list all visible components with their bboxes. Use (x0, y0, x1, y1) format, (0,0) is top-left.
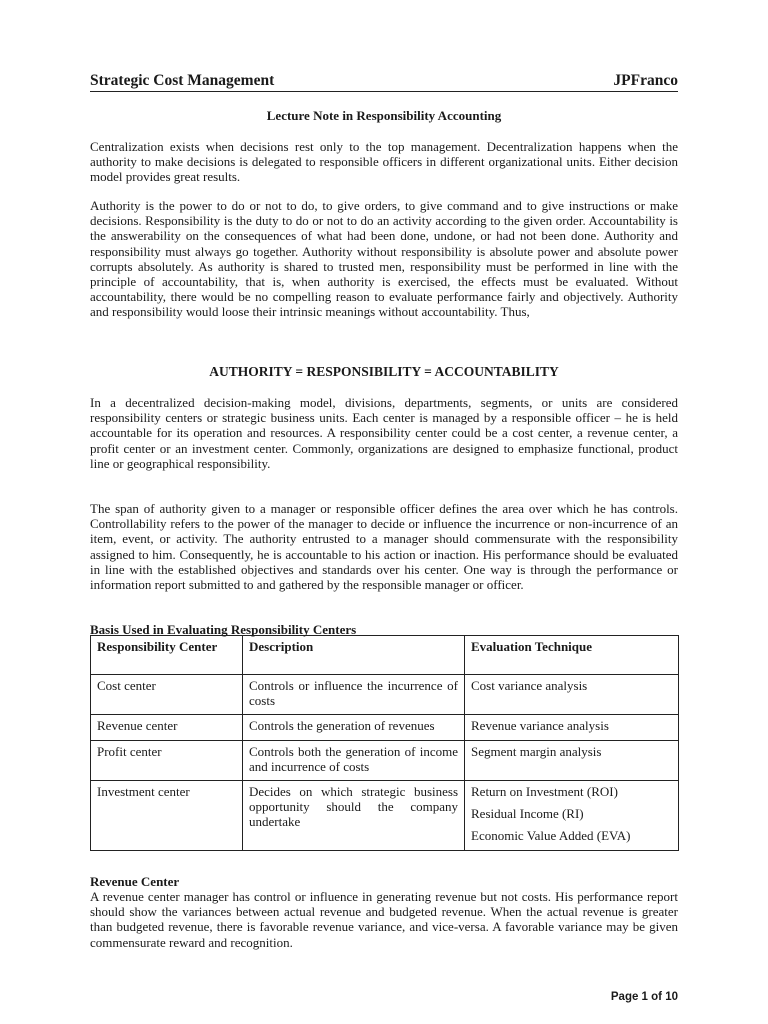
description-cell: Decides on which strategic business opportunity should the company undertake (243, 781, 465, 851)
table-row (91, 715, 679, 740)
technique-cell (465, 715, 679, 740)
center-cell: Profit center (91, 740, 243, 780)
section-heading-revenue-center: Revenue Center (90, 874, 180, 889)
center-cell: Cost center (91, 675, 243, 715)
header-evaluation-technique: Evaluation Technique (465, 636, 679, 675)
table-row (91, 675, 679, 715)
paragraph-centralization: Centralization exists when decisions rest only to the top management. Decentralization happens when the authority to make decisions is delegated to responsible officers in different organizational units. Either decision model provides great results. (90, 139, 678, 185)
header-responsibility-center: Responsibility Center (91, 636, 243, 675)
technique-cell (465, 675, 679, 715)
page-number: Page 1 of 10 (610, 991, 678, 1003)
paragraph-span-of-authority: The span of authority given to a manager or responsible officer defines the area over which he has controls. Controllability refers to the power of the manager to decide or influence the incurrence or non-incurrence of an item, event, or activity. The authority entrusted to a manager should commensurate with the responsibility assigned to him. Consequently, he is accountable to his action or inaction. His performance should be evaluated in line with the established objectives and standards over his center. One way is through the performance or information report submitted to and gathered by the responsible manager or officer. (90, 501, 678, 593)
technique-item: Revenue variance analysis (471, 718, 609, 734)
table-row (91, 781, 679, 851)
page-header (90, 73, 678, 92)
formula-line: AUTHORITY = RESPONSIBILITY = ACCOUNTABILITY (209, 364, 559, 379)
description-cell: Controls both the generation of income and incurrence of costs (243, 740, 465, 780)
center-cell: Revenue center (91, 715, 243, 740)
technique-item: Return on Investment (ROI) (471, 784, 618, 800)
paragraph-revenue-center: A revenue center manager has control or influence in generating revenue but not costs. His performance report should show the variances between actual revenue and budgeted revenue. When the actual revenue is greater than budgeted revenue, there is favorable revenue variance, and vice-versa. A favorable variance may be given commensurate reward and recognition. (90, 889, 678, 950)
table-caption: Basis Used in Evaluating Responsibility Centers (90, 622, 357, 637)
description-cell: Controls or influence the incurrence of costs (243, 675, 465, 715)
author-name: JPFranco (613, 72, 678, 89)
technique-item: Segment margin analysis (471, 743, 602, 759)
description-cell: Controls the generation of revenues (243, 715, 465, 740)
responsibility-centers-table (90, 635, 679, 851)
course-title: Strategic Cost Management (90, 72, 275, 89)
technique-item: Economic Value Added (EVA) (471, 828, 631, 844)
technique-item: Cost variance analysis (471, 678, 588, 693)
center-cell: Investment center (91, 781, 243, 851)
technique-item: Residual Income (RI) (471, 806, 584, 822)
header-description: Description (243, 636, 465, 675)
lecture-title: Lecture Note in Responsibility Accounting (266, 108, 502, 123)
paragraph-decentralized: In a decentralized decision-making model, divisions, departments, segments, or units are considered responsibility centers or strategic business units. Each center is managed by a responsible officer – he is held accountable for its operation and resources. A responsibility center could be a cost center, a revenue center, a profit center or an investment center. Commonly, organizations are designed to emphasize functional, product line or geographical responsibility. (90, 395, 678, 471)
paragraph-authority: Authority is the power to do or not to do, to give orders, to give command and to give instructions or make decisions. Responsibility is the duty to do or not to do an activity according to the given order. Accountability is the answerability on the consequences of what had been done, undone, or had not been done. Authority and responsibility must always go together. Authority without responsibility is absolute power and absolute power corrupts absolutely. As authority is shared to trusted men, responsibility must be performed in line with the principle of accountability, that is, when authority is exercised, the effects must be evaluated. Without accountability, there would be no compelling reason to evaluate performance fairly and objectively. Authority and responsibility would loose their intrinsic meanings without accountability. Thus, (90, 198, 678, 320)
table-row (91, 740, 679, 780)
technique-cell (465, 740, 679, 780)
table-header-row (91, 636, 679, 675)
technique-cell (465, 781, 679, 851)
